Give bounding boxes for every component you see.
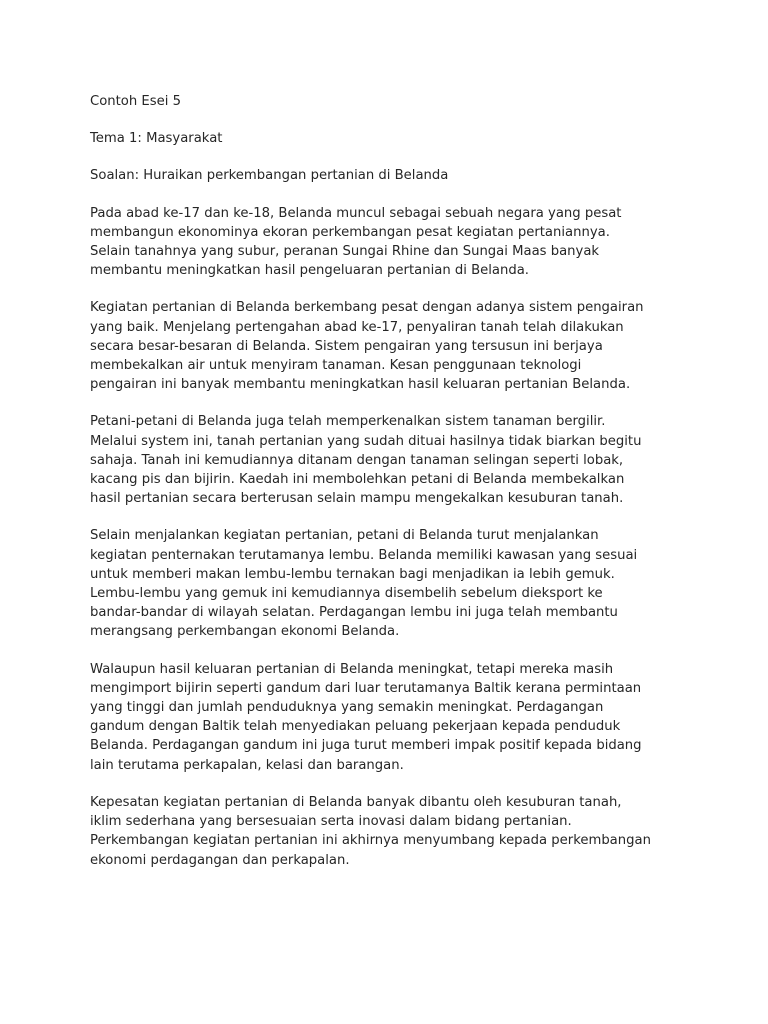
paragraph-line: gandum dengan Baltik telah menyediakan peluang pekerjaan kepada penduduk — [90, 719, 621, 735]
essay-title: Contoh Esei 5 — [90, 94, 181, 109]
essay-body — [90, 88, 690, 888]
paragraph-line: secara besar-besaran di Belanda. Sistem pengairan yang tersusun ini berjaya — [90, 338, 603, 354]
paragraph-line: bandar-bandar di wilayah selatan. Perdagangan lembu ini juga telah membantu — [90, 605, 618, 621]
paragraph-line: Walaupun hasil keluaran pertanian di Belanda meningkat, tetapi mereka masih — [90, 661, 614, 677]
paragraph-line: Selain tanahnya yang subur, peranan Sungai Rhine dan Sungai Maas banyak — [90, 244, 600, 260]
paragraph-line: kegiatan penternakan terutamanya lembu. Belanda memiliki kawasan yang sesuai — [90, 547, 638, 563]
paragraph-line: mengimport bijirin seperti gandum dari luar terutamanya Baltik kerana permintaan — [90, 680, 642, 696]
paragraph-line: Pada abad ke-17 dan ke-18, Belanda muncul sebagai sebuah negara yang pesat — [90, 205, 622, 221]
paragraph-line: membekalkan air untuk menyiram tanaman. Kesan penggunaan teknologi — [90, 358, 582, 374]
paragraph-line: ekonomi perdagangan dan perkapalan. — [90, 852, 350, 868]
paragraph-1 — [90, 204, 690, 281]
paragraph-line: Kepesatan kegiatan pertanian di Belanda banyak dibantu oleh kesuburan tanah, — [90, 794, 622, 810]
paragraph-5 — [90, 660, 690, 775]
paragraph-line: Selain menjalankan kegiatan pertanian, petani di Belanda turut menjalankan — [90, 528, 599, 544]
paragraph-3 — [90, 412, 690, 508]
paragraph-line: yang baik. Menjelang pertengahan abad ke-17, penyaliran tanah telah dilakukan — [90, 319, 624, 335]
paragraph-line: Petani-petani di Belanda juga telah memperkenalkan sistem tanaman bergilir. — [90, 414, 606, 430]
paragraph-line: lain terutama perkapalan, kelasi dan barangan. — [90, 757, 404, 773]
paragraph-line: untuk memberi makan lembu-lembu ternakan bagi menjadikan ia lebih gemuk. — [90, 566, 615, 582]
paragraph-line: merangsang perkembangan ekonomi Belanda. — [90, 624, 400, 640]
paragraph-line: Kegiatan pertanian di Belanda berkembang pesat dengan adanya sistem pengairan — [90, 300, 644, 316]
paragraph-6 — [90, 793, 690, 870]
paragraph-line: iklim sederhana yang bersesuaian serta inovasi dalam bidang pertanian. — [90, 814, 572, 830]
essay-question: Soalan: Huraikan perkembangan pertanian di Belanda — [90, 168, 449, 184]
paragraph-line: Belanda. Perdagangan gandum ini juga turut memberi impak positif kepada bidang — [90, 738, 642, 754]
paragraph-line: hasil pertanian secara berterusan selain mampu mengekalkan kesuburan tanah. — [90, 491, 624, 507]
essay-theme: Tema 1: Masyarakat — [90, 131, 223, 147]
paragraph-line: membangun ekonominya ekoran perkembangan pesat kegiatan pertaniannya. — [90, 224, 610, 240]
paragraph-line: kacang pis dan bijirin. Kaedah ini membolehkan petani di Belanda membekalkan — [90, 472, 625, 488]
paragraph-line: pengairan ini banyak membantu meningkatkan hasil keluaran pertanian Belanda. — [90, 377, 631, 393]
paragraph-line: Melalui system ini, tanah pertanian yang sudah dituai hasilnya tidak biarkan begitu — [90, 433, 642, 449]
paragraph-4 — [90, 526, 690, 641]
paragraph-line: sahaja. Tanah ini kemudiannya ditanam dengan tanaman selingan seperti lobak, — [90, 452, 624, 468]
paragraph-2 — [90, 298, 690, 394]
paragraph-line: membantu meningkatkan hasil pengeluaran pertanian di Belanda. — [90, 263, 529, 279]
paragraph-line: Lembu-lembu yang gemuk ini kemudiannya disembelih sebelum dieksport ke — [90, 586, 603, 602]
paragraph-line: Perkembangan kegiatan pertanian ini akhirnya menyumbang kepada perkembangan — [90, 833, 651, 849]
paragraph-line: yang tinggi dan jumlah penduduknya yang semakin meningkat. Perdagangan — [90, 700, 604, 716]
